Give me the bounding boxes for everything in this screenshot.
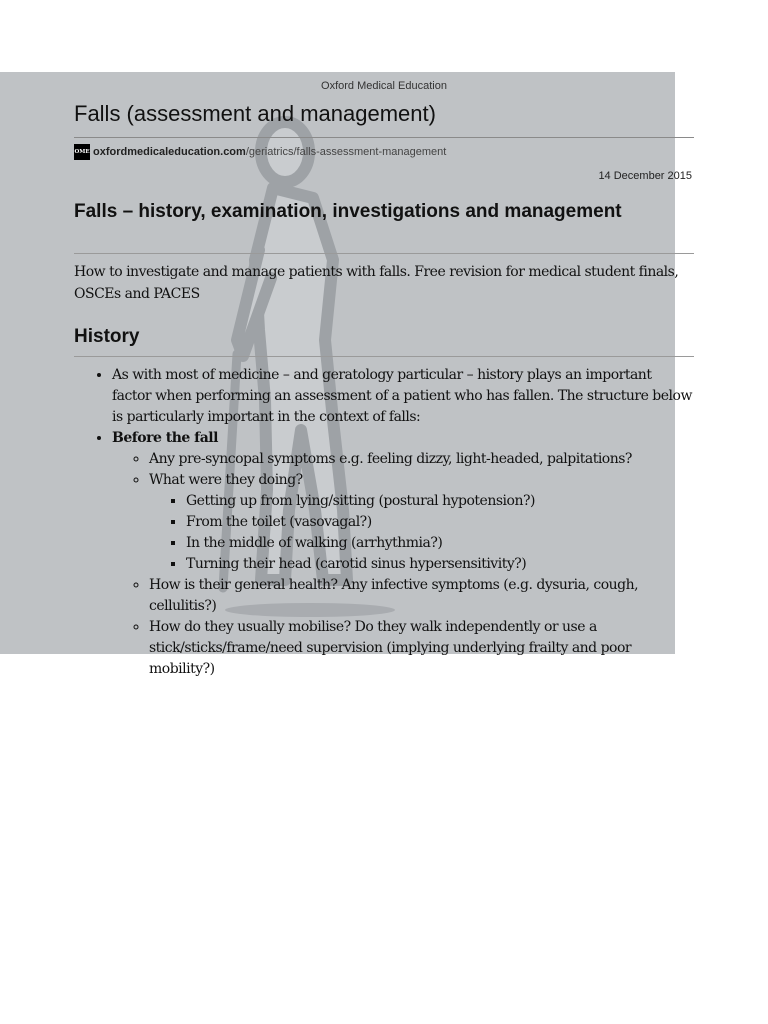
list-item-text: What were they doing? — [149, 472, 303, 488]
list-item — [186, 512, 694, 533]
list-item — [186, 554, 694, 575]
site-name: Oxford Medical Education — [321, 80, 447, 92]
title-divider — [74, 137, 694, 138]
document-title: Falls (assessment and management) — [74, 101, 436, 126]
list-item — [149, 449, 694, 470]
list-item-text: How is their general health? Any infective symptoms (e.g. dysuria, cough, cellulitis?) — [149, 577, 639, 614]
list-item — [112, 428, 694, 680]
list-item-text: How do they usually mobilise? Do they walk independently or use a stick/sticks/frame/need supervision (implying underlying frailty and poor mobility?) — [149, 619, 632, 677]
list-item-text: Getting up from lying/sitting (postural hypotension?) — [186, 493, 535, 509]
list-item-text: Before the fall — [112, 430, 218, 446]
section-divider — [74, 356, 694, 357]
ome-logo-icon: OME — [74, 144, 90, 160]
list-item — [186, 491, 694, 512]
heading-divider — [74, 253, 694, 254]
list-item — [112, 365, 694, 428]
list-item — [149, 617, 694, 680]
section-heading-history: History — [74, 326, 140, 347]
article-heading: Falls – history, examination, investigations and management — [74, 201, 622, 222]
list-item-text: From the toilet (vasovagal?) — [186, 514, 372, 530]
list-item-text: Turning their head (carotid sinus hypersensitivity?) — [186, 556, 527, 572]
publish-date: 14 December 2015 — [598, 170, 692, 182]
list-item — [149, 575, 694, 617]
list-item-text: As with most of medicine – and geratology particular – history plays an important factor when performing an assessment of a patient who has fallen. The structure below is particularly important in the context of falls: — [112, 367, 692, 425]
list-item — [149, 470, 694, 575]
source-url[interactable] — [74, 144, 446, 160]
list-item-text: In the middle of walking (arrhythmia?) — [186, 535, 443, 551]
url-path[interactable]: /geriatrics/falls-assessment-management — [245, 146, 447, 158]
url-domain[interactable]: oxfordmedicaleducation.com — [93, 146, 246, 158]
list-item-text: Any pre-syncopal symptoms e.g. feeling dizzy, light-headed, palpitations? — [149, 451, 632, 467]
history-list — [74, 365, 694, 680]
article-intro: How to investigate and manage patients with falls. Free revision for medical student finals, OSCEs and PACES — [74, 264, 679, 302]
list-item — [186, 533, 694, 554]
